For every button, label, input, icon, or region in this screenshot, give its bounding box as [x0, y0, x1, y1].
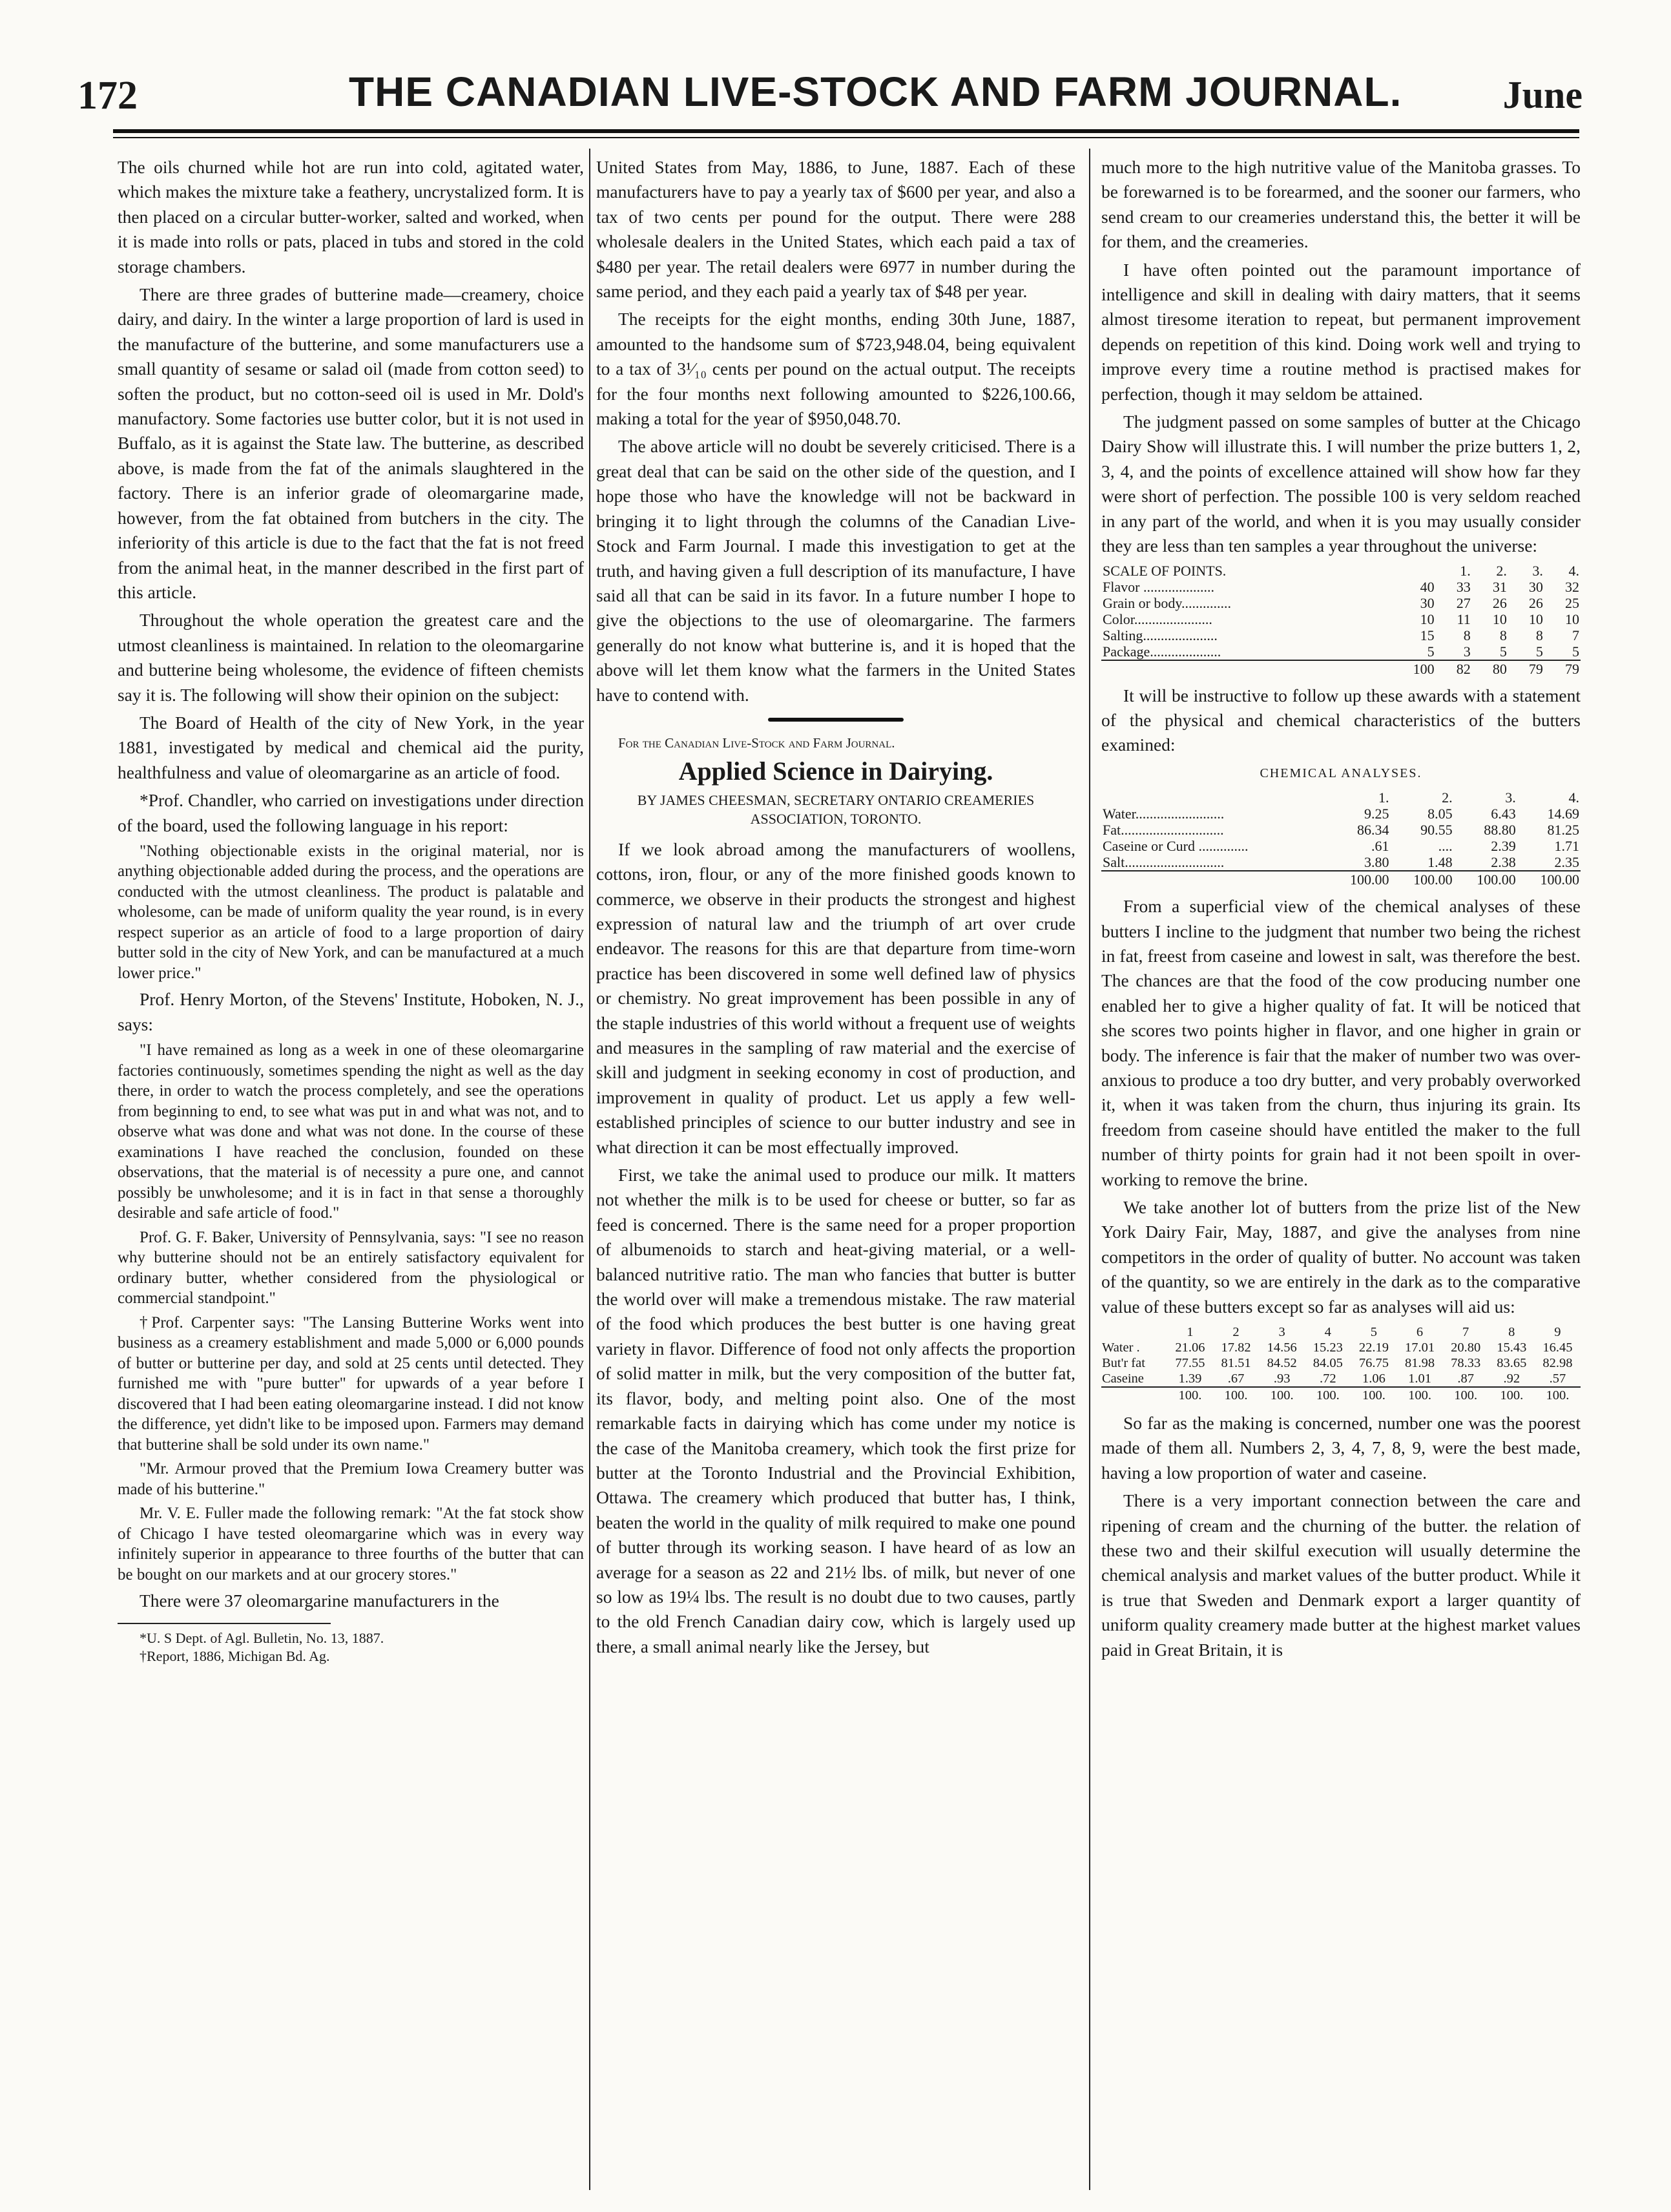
header-rule-thin [113, 137, 1579, 138]
table-cell: 100. [1351, 1387, 1396, 1403]
table-cell: 1.01 [1408, 1372, 1431, 1386]
table-header-cell [1101, 1324, 1167, 1340]
table-header-cell: SCALE OF POINTS. [1103, 562, 1227, 579]
table-cell: 80 [1472, 660, 1508, 677]
table-cell: 86.34 [1356, 822, 1389, 839]
table-cell: 30 [1528, 578, 1543, 595]
table-cell: 33 [1456, 578, 1471, 595]
table-header-cell: 7 [1462, 1325, 1469, 1340]
table-cell: Water . [1102, 1341, 1140, 1355]
quotation: †Prof. Carpenter says: "The Lansing Butterine Works went into business as a creamery establishment and made 5,000 or 6,000 pounds of butter or butterine per day, and sold at 25 cents until detected. They furnished me with "pure butter" for upwards of a year before I discovered that I had been eating oleomargarine instead. I did not know the difference, yet didn't like to be imposed upon. Farmers may demand that butterine shall be sold under its own name." [118, 1313, 584, 1454]
table-cell [1101, 1387, 1167, 1403]
table-cell: 79 [1544, 660, 1581, 677]
table-header-row [1101, 1324, 1581, 1340]
table-total-row [1101, 660, 1581, 677]
paragraph: So far as the making is concerned, number one was the poorest made of them all. Numbers 2, 3, 4, 7, 8, 9, were the best made, having a low proportion of water and caseine. [1101, 1413, 1581, 1483]
section-divider [768, 718, 904, 722]
table-cell: Fat............................. [1103, 822, 1224, 839]
paragraph: The judgment passed on some samples of butter at the Chicago Dairy Show will illustrate this. I will number the prize butters 1, 2, 3, 4, and the points of excellence attained will show how far they were short of perfection. The possible 100 is very seldom reached in any part of the world, and when it is you may usually consider they are less than ten samples a year throughout the universe: [1101, 412, 1581, 556]
column-divider-right [1089, 149, 1090, 2190]
table-cell: 100. [1535, 1387, 1581, 1403]
paragraph: I have often pointed out the paramount importance of intelligence and skill in dealing with dairy matters, that it seems almost tiresome iteration to repeat, but permanent improvement depends on repetition of this kind. Doing work well and trying to improve every time a routine method is practised makes for perfection, though it may seldom be attained. [1101, 259, 1581, 404]
journal-title: THE CANADIAN LIVE-STOCK AND FARM JOURNAL. [349, 68, 1402, 115]
table-row [1101, 1340, 1581, 1355]
paragraph: There were 37 oleomargarine manufacturers in the [140, 1591, 499, 1611]
paragraph: We take another lot of butters from the prize list of the New York Dairy Fair, May, 1887, and give the analyses from nine competitors in the order of quality of butter. No account was taken of the quantity, so we are entirely in the dark as to the comparative value of these butters except so far as analyses will aid us: [1101, 1197, 1581, 1317]
table-total-row [1101, 871, 1581, 888]
table-header-cell: 4. [1568, 562, 1579, 579]
table-cell: Caseine [1102, 1372, 1144, 1386]
table-header-cell: 2. [1496, 562, 1507, 579]
paragraph: First, we take the animal used to produce our milk. It matters not whether the milk is to be used for cheese or butter, so far as feed is concerned. There is the same need for a proper proportion of albumenoids to starch and heat-giving material, or a well-balanced nutritive ratio. The man who fancies that butter is butter the world over will make a tremendous mistake. The raw material of the food which produces the best butter is one having great variety in flavor. Difference of food not only affects the proportion of solid matter in milk, but the very composition of the butter fat, its flavor, body, and melting point also. One of the most remarkable facts in dairying which has come under my notice is the case of the Manitoba creamery, which took the first prize for butter at the Toronto Industrial and the Provincial Exhibition, Ottawa. The creamery which produced that butter has, I think, beaten the world in the quality of milk required to make one pound of butter through its working season. I have heard of as low an average for a season as 22 and 21½ lbs. of milk, but never of one so low as 19¼ lbs. The result is no doubt due to two causes, partly to the old French Canadian dairy cow, which is largely used up there, a small animal nearly like the Jersey, but [596, 1165, 1075, 1656]
table-cell: 81.98 [1404, 1356, 1435, 1371]
table-cell: 78.33 [1451, 1356, 1481, 1371]
table-cell: 21.06 [1175, 1341, 1205, 1355]
table-header-cell [1101, 789, 1327, 806]
quotation: "Nothing objectionable exists in the original material, nor is anything objectionable added during the process, and the operations are conducted with the utmost cleanliness. The product is palatable and wholesome, can be made of uniform quality the year round, is in every respect superior as an article of food to a large proportion of dairy butter sold in the city of New York, and can be manufactured at a much lower price." [118, 842, 584, 982]
table-header-cell: 1. [1378, 789, 1389, 806]
table-cell: 25 [1565, 594, 1579, 611]
chemical-analyses-table [1101, 789, 1581, 888]
paragraph: From a superficial view of the chemical analyses of these butters I incline to the judgment that number two being the richest in fat, freest from caseine and lowest in salt, was therefore the best. The chances are that the food of the cow producing number one enabled her to give a higher quality of fat. It will be noticed that she scores two points higher in flavor, and one higher in grain or body. The inference is fair that the maker of number two was over-anxious to produce a too dry butter, and very probably overworked it, when it was taken from the churn, thus injuring its grain. Its freedom from caseine should have entitled the maker to the full number of thirty points for grain had it not been spoilt in over-working to remove the brine. [1101, 896, 1581, 1189]
table-row [1101, 627, 1581, 643]
table-total-row [1101, 1387, 1581, 1403]
table-cell: 6.43 [1491, 806, 1516, 822]
table-header-cell: 4. [1568, 789, 1579, 806]
table-cell: 27 [1456, 594, 1471, 611]
table-header-cell: 8 [1508, 1325, 1515, 1340]
table-cell: 10 [1528, 610, 1543, 627]
table-row [1101, 1355, 1581, 1371]
table-cell: 100. [1213, 1387, 1259, 1403]
paragraph: United States from May, 1886, to June, 1887. Each of these manufacturers have to pay a yearly tax of $600 per year, and also a tax of two cents per pound for the output. There were 288 wholesale dealers in the United States, which each paid a tax of $480 per year. The retail dealers were 6977 in number during the same period, and they each paid a yearly tax of $48 per year. [596, 157, 1075, 302]
table-cell: Grain or body.............. [1103, 594, 1231, 611]
table-cell: 11 [1457, 610, 1471, 627]
table-cell: 8 [1463, 627, 1471, 643]
table-row [1101, 806, 1581, 822]
table-cell: 100.00 [1454, 871, 1517, 888]
paragraph: If we look abroad among the manufacturers of woollens, cottons, iron, flour, or any of the more finished goods known to commerce, we observe in their products the strongest and highest expression of natural law and the triumph of art over crude endeavor. The reasons for this are that departure from time-worn practice has been discovered in some well defined law of physics or chemistry. No great improvement has been possible in any of the staple industries of this world without a frequent use of weights and measures in the sampling of raw material and the exercise of skill and judgment in seeking economy in cost of production, and improvement in quality of product. Let us apply a few well-established principles of science to our butter industry and see in what direction it can be most effectually improved. [596, 839, 1075, 1157]
table-cell: 3 [1463, 643, 1471, 660]
table-header-cell: 3. [1505, 789, 1516, 806]
table-cell: .... [1438, 838, 1453, 855]
table-cell: 100.00 [1517, 871, 1581, 888]
paragraph: *Prof. Chandler, who carried on investigations under direction of the board, used the following language in his report: [118, 790, 584, 835]
table-cell: 10 [1420, 610, 1435, 627]
footnote: *U. S Dept. of Agl. Bulletin, No. 13, 1887. [140, 1629, 384, 1646]
table-cell: 100. [1305, 1387, 1351, 1403]
table-cell: 32 [1565, 578, 1579, 595]
table-cell: Color...................... [1103, 610, 1212, 627]
table-cell: 10 [1492, 610, 1507, 627]
table-cell: 15.23 [1313, 1341, 1343, 1355]
table-cell: 83.65 [1497, 1356, 1527, 1371]
table-cell: .93 [1273, 1372, 1291, 1386]
table-cell: Salt............................ [1103, 854, 1225, 871]
table-cell: 26 [1492, 594, 1507, 611]
table-cell: 2.38 [1491, 854, 1516, 871]
table-cell: Water......................... [1103, 806, 1225, 822]
new-york-analyses-table [1101, 1324, 1581, 1403]
table-cell: .72 [1319, 1372, 1336, 1386]
paragraph: The receipts for the eight months, ending 30th June, 1887, amounted to the handsome sum of $723,948.04, being equivalent to a tax of 3¹⁄₁₀ cents per pound on the actual output. The receipts for the four months next following amounted to $226,100.66, making a total for the year of $950,048.70. [596, 309, 1075, 429]
column-3 [1101, 155, 1581, 2190]
paragraph: There is a very important connection between the care and ripening of cream and the churning of the butter. the relation of these two and their skilful execution will usually determine the chemical analysis and market values of the butter product. While it is true that Sweden and Denmark export a larger quantity of uniform quality creamery made butter at the highest market values paid in Great Britain, it is [1101, 1490, 1581, 1660]
table-cell: 100.00 [1390, 871, 1453, 888]
table-row [1101, 611, 1581, 627]
article-byline: BY JAMES CHEESMAN, SECRETARY ONTARIO CREAMERIES ASSOCIATION, TORONTO. [637, 791, 1035, 827]
table-cell: 1.71 [1554, 838, 1579, 855]
table-cell: 100. [1443, 1387, 1489, 1403]
table-header-cell: 2. [1442, 789, 1453, 806]
table-cell: 30 [1420, 594, 1435, 611]
table-cell: 15.43 [1497, 1341, 1527, 1355]
table-cell: 81.25 [1547, 822, 1579, 839]
table-header-cell: 4 [1324, 1325, 1331, 1340]
table-cell: But'r fat [1102, 1356, 1145, 1371]
table-cell: 26 [1528, 594, 1543, 611]
quotation: "Mr. Armour proved that the Premium Iowa Creamery butter was made of his butterine." [118, 1460, 584, 1498]
paragraph: The oils churned while hot are run into cold, agitated water, which makes the mixture take a feathery, uncrystalized form. It is then placed on a circular butter-worker, salted and worked, when it is made into rolls or pats, placed in tubs and stored in the cold storage chambers. [118, 157, 584, 276]
table-row [1101, 595, 1581, 611]
paragraph: Prof. Henry Morton, of the Stevens' Institute, Hoboken, N. J., says: [118, 989, 584, 1034]
table-row [1101, 1371, 1581, 1387]
table-cell: .61 [1371, 838, 1389, 855]
table-cell: 9.25 [1364, 806, 1389, 822]
chemical-analyses-title: CHEMICAL ANALYSES. [1260, 766, 1422, 780]
table-row [1101, 838, 1581, 854]
table-row [1101, 854, 1581, 871]
table-header-row [1101, 789, 1581, 806]
table-header-cell: 3. [1532, 562, 1543, 579]
footnote: †Report, 1886, Michigan Bd. Ag. [140, 1647, 330, 1664]
table-cell: 5 [1499, 643, 1507, 660]
table-cell: 17.01 [1404, 1341, 1435, 1355]
table-row [1101, 643, 1581, 660]
table-cell: .92 [1503, 1372, 1521, 1386]
table-cell: 1.06 [1362, 1372, 1386, 1386]
table-header-cell: 5 [1370, 1325, 1377, 1340]
column-2 [596, 155, 1075, 2190]
table-cell: 2.35 [1554, 854, 1579, 871]
paragraph: much more to the high nutritive value of the Manitoba grasses. To be forewarned is to be forearmed, and the sooner our farmers, who send cream to our creameries understand this, the better it will be for them, and the creameries. [1101, 157, 1581, 252]
table-cell: 5 [1535, 643, 1543, 660]
table-cell: .87 [1457, 1372, 1474, 1386]
table-cell [1101, 871, 1327, 888]
table-cell: Caseine or Curd .............. [1103, 838, 1249, 855]
table-cell: 84.05 [1313, 1356, 1343, 1371]
table-cell: 5 [1427, 643, 1435, 660]
table-cell: 84.52 [1267, 1356, 1297, 1371]
quotation: Prof. G. F. Baker, University of Pennsylvania, says: "I see no reason why butterine should not be an entirely satisfactory equivalent for ordinary butter, whether considered from the physiological or commercial standpoint." [118, 1228, 584, 1308]
table-cell: 82 [1436, 660, 1472, 677]
scale-of-points-table [1101, 563, 1581, 677]
table-cell: 10 [1565, 610, 1579, 627]
issue-month: June [1502, 74, 1583, 116]
table-header-cell: 2 [1232, 1325, 1240, 1340]
table-row [1101, 579, 1581, 595]
paragraph: The above article will no doubt be severely criticised. There is a great deal that can be said on the other side of the question, and I hope those who have the knowledge will not be backward in bringing it to light through the columns of the Canadian Live-Stock and Farm Journal. I made this investigation to get at the truth, and having given a full description of its manufacture, I have said all that can be said in its favor. In a future number I hope to give the objections to the use of oleomargarine. The farmers generally do not know what butterine is, and it is hoped that the above will let them know what the farmers in the United States have to contend with. [596, 436, 1075, 705]
table-cell: 15 [1420, 627, 1435, 643]
table-cell: 14.56 [1267, 1341, 1297, 1355]
table-cell: 79 [1508, 660, 1544, 677]
table-cell: 100. [1259, 1387, 1305, 1403]
table-row [1101, 822, 1581, 838]
column-divider-left [589, 149, 590, 2190]
quotation: "I have remained as long as a week in one of these oleomargarine factories continuously, sometimes spending the night as well as the day there, in order to watch the process completely, and see the operations from beginning to end, to see what was put in and what was not, and to observe what was done and what was not done. In the course of these examinations I have reached the conclusion, founded on these observations, that the material is of necessity a pure one, and cannot possibly be unwholesome; and it is in fact in that sense a thoroughly desirable and safe article of food." [118, 1041, 584, 1222]
table-cell: 76.75 [1358, 1356, 1389, 1371]
quotation: Mr. V. E. Fuller made the following remark: "At the fat stock show of Chicago I have tested oleomargarine which was in every way infinitely superior in appearance to three fourths of the butter that can be bought on our markets and at our grocery stores." [118, 1505, 584, 1583]
paragraph: It will be instructive to follow up these awards with a statement of the physical and chemical characteristics of the butters examined: [1101, 685, 1581, 755]
table-cell: 40 [1420, 578, 1435, 595]
table-cell: 1.48 [1427, 854, 1453, 871]
article-source-line: For the Canadian Live-Stock and Farm Journal. [618, 735, 895, 751]
table-cell: 81.51 [1221, 1356, 1251, 1371]
table-header-cell: 1. [1460, 562, 1471, 579]
table-cell: 2.39 [1491, 838, 1516, 855]
table-cell: 100.00 [1327, 871, 1390, 888]
table-cell: 31 [1492, 578, 1507, 595]
table-cell: 82.98 [1542, 1356, 1573, 1371]
footnote-rule [118, 1623, 331, 1624]
table-header-cell: 3 [1278, 1325, 1285, 1340]
table-cell: 7 [1572, 627, 1579, 643]
table-cell: 3.80 [1364, 854, 1389, 871]
paragraph: Throughout the whole operation the greatest care and the utmost cleanliness is maintained. In relation to the oleomargarine and butterine being wholesome, the evidence of fifteen chemists say it is. The following will show their opinion on the subject: [118, 610, 584, 705]
table-cell: 17.82 [1221, 1341, 1251, 1355]
table-cell: 77.55 [1175, 1356, 1205, 1371]
table-cell: 22.19 [1358, 1341, 1389, 1355]
table-cell: 5 [1572, 643, 1579, 660]
page-number: 172 [78, 74, 138, 118]
article-title: Applied Science in Dairying. [678, 756, 993, 786]
table-cell: 100. [1396, 1387, 1442, 1403]
table-cell: 100. [1489, 1387, 1535, 1403]
table-cell: Flavor .................... [1103, 578, 1214, 595]
table-cell: .67 [1227, 1372, 1245, 1386]
table-cell: 16.45 [1542, 1341, 1573, 1355]
table-cell: 88.80 [1484, 822, 1516, 839]
table-cell: Salting..................... [1103, 627, 1218, 643]
table-cell: 100. [1167, 1387, 1213, 1403]
paragraph: The Board of Health of the city of New York, in the year 1881, investigated by medical and chemical aid the purity, healthfulness and value of oleomargarine as an article of food. [118, 712, 584, 782]
table-cell: 100 [1384, 660, 1436, 677]
table-cell: 90.55 [1420, 822, 1453, 839]
table-cell: 8 [1535, 627, 1543, 643]
table-cell: 14.69 [1547, 806, 1579, 822]
table-cell: Package.................... [1103, 643, 1221, 660]
table-header-cell: 1 [1187, 1325, 1194, 1340]
table-cell: 8.05 [1427, 806, 1453, 822]
table-header-row [1101, 563, 1581, 579]
paragraph: There are three grades of butterine made—creamery, choice dairy, and dairy. In the winter a large proportion of lard is used in the manufacture of the butterine, and some manufacturers use a small quantity of sesame or salad oil (made from cotton seed) to soften the product, but no cotton-seed oil is used in Mr. Dold's manufactory. Some factories use butter color, but it is not used in Buffalo, as it is against the State law. The butterine, as described above, is made from the fat of the animals slaughtered in the factory. There is an inferior grade of oleomargarine made, however, from the fat obtained from butchers in the city. The inferiority of this article is due to the fact that the fat is not freed from the animal heat, in the manner described in the first part of this article. [118, 284, 584, 602]
table-cell [1101, 660, 1384, 677]
table-cell: .57 [1549, 1372, 1566, 1386]
column-1 [118, 155, 584, 2190]
table-cell: 20.80 [1451, 1341, 1481, 1355]
table-header-cell [1384, 563, 1436, 579]
table-header-cell: 6 [1416, 1325, 1424, 1340]
table-cell: 1.39 [1178, 1372, 1202, 1386]
page-header [78, 68, 1583, 126]
header-rule-thick [113, 129, 1579, 133]
table-header-cell: 9 [1554, 1325, 1561, 1340]
table-cell: 8 [1499, 627, 1507, 643]
